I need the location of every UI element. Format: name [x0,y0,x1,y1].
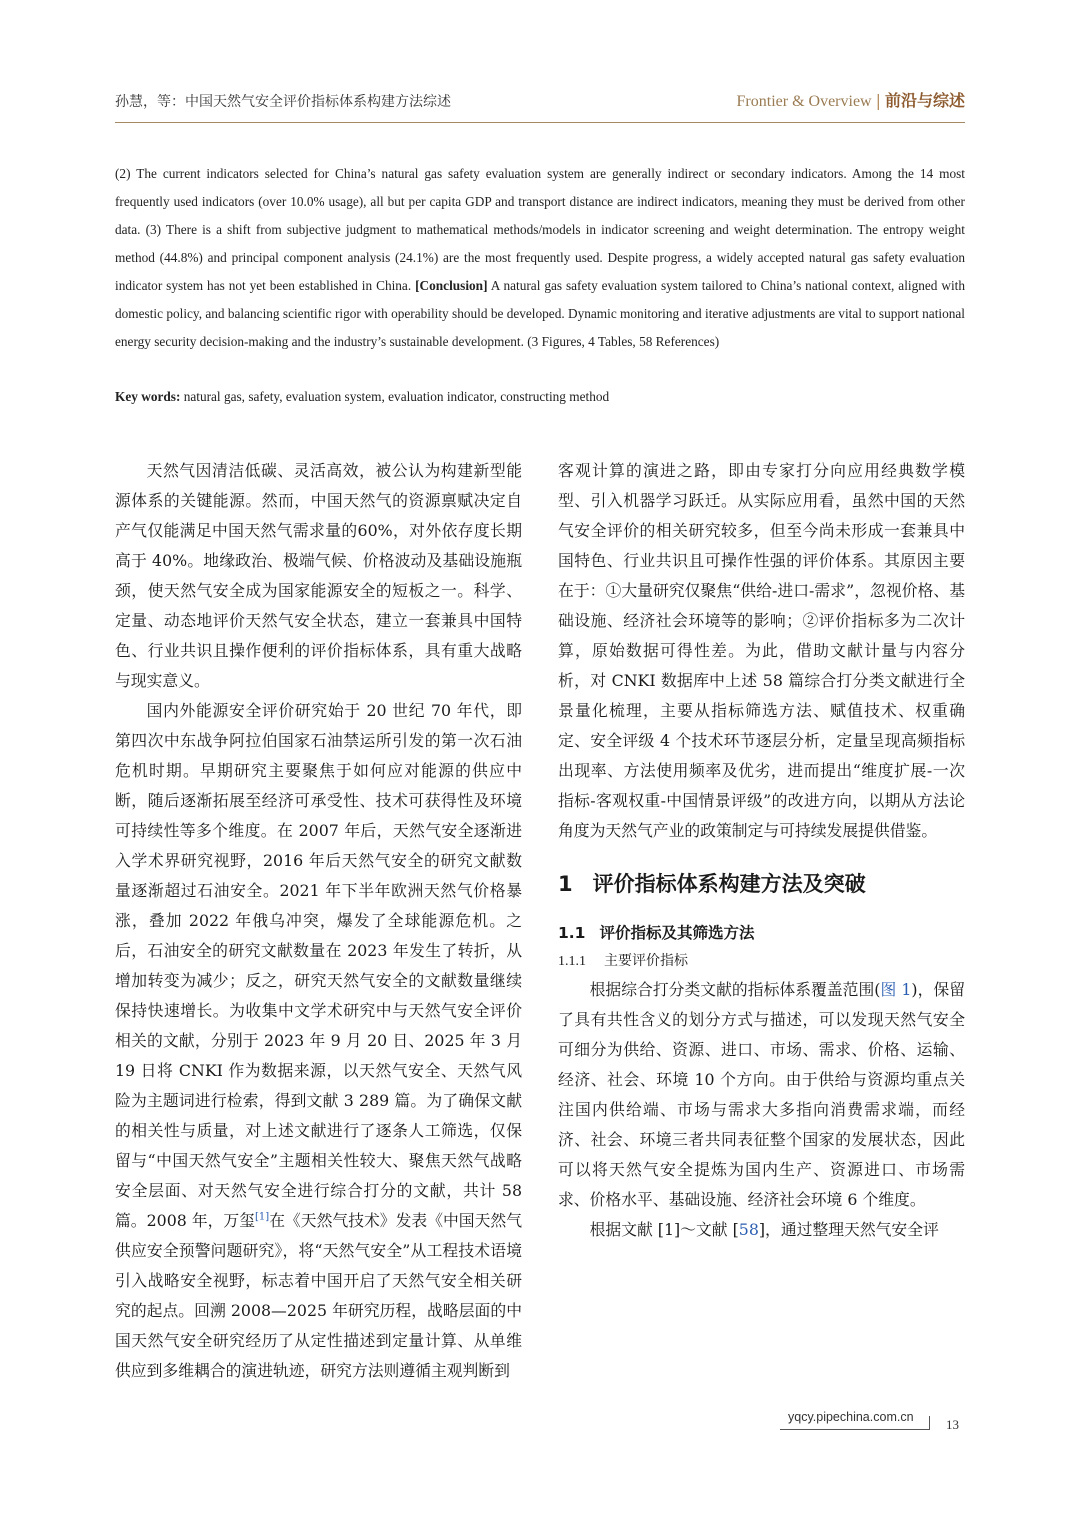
paragraph-indicators [558,975,965,1215]
abstract-en [115,160,965,356]
subsubsection-title: 主要评价指标 [604,953,688,969]
paragraph-references-part-a: 根据文献 [1]～文献 [ [589,1220,739,1239]
keywords [115,384,965,410]
citation-1[interactable]: [1] [255,1211,270,1223]
paragraph-history [115,696,522,1386]
journal-url[interactable]: yqcy.pipechina.com.cn [788,1410,914,1424]
section-number: 1 [558,872,573,896]
abstract-conclusion-label: [Conclusion] [415,278,488,293]
figure-1-link[interactable]: 图 1 [880,980,912,999]
header-authors-title: 孙慧，等：中国天然气安全评价指标体系构建方法综述 [115,94,451,110]
paragraph-intro: 天然气因清洁低碳、灵活高效，被公认为构建新型能源体系的关键能源。然而，中国天然气的资源禀赋决定自产气仅能满足中国天然气需求量的60%，对外依存度长期高于 40%。地缘政治、极端气候、价格波动及基础设施瓶颈，使天然气安全成为国家能源安全的短板之一。科学、定量、动态地评价天然气安全状态，建立一套兼具中国特色、行业共识且操作便利的评价指标体系，具有重大战略与现实意义。 [115,461,522,690]
header-separator: | [875,91,881,110]
abstract-text-before: (2) The current indicators selected for China’s natural gas safety evaluation system are generally indirect or secondary indicators. Among the 14 most frequently used indicators (over 10.0% usage), all but per capita GDP and transport distance are indirect indicators, meaning they must be derived from other data. (3) There is a shift from subjective judgment to mathematical methods/models in indicator screening and weight determination. The entropy weight method (44.8%) and principal component analysis (24.1%) are the most frequently used. Despite progress, a widely accepted natural gas safety evaluation indicator system has not yet been established in China. [115,166,965,293]
paragraph-references-part-b: ]，通过整理天然气安全评 [758,1220,939,1239]
page-number: 13 [946,1417,959,1432]
section-title: 评价指标体系构建方法及突破 [592,872,866,896]
subsubsection-number: 1.1.1 [558,954,586,969]
paragraph-indicators-part-a: 根据综合打分类文献的指标体系覆盖范围( [589,980,881,999]
citation-58[interactable]: 58 [738,1220,759,1239]
subsection-number: 1.1 [558,924,586,942]
header-section-cn: 前沿与综述 [884,91,965,110]
keywords-text: natural gas, safety, evaluation system, evaluation indicator, constructing method [180,389,610,404]
subsection-heading-1-1 [558,918,965,948]
running-header [115,88,965,116]
abstract-text-after: A natural gas safety evaluation system tailored to China’s national context, aligned with domestic policy, and balancing scientific rigor with operability should be developed. Dynamic monitoring and iterative adjustments are vital to support national energy security decision-making and the industry’s sustainable development. (3 Figures, 4 Tables, 58 References) [115,278,966,349]
paragraph-references [558,1215,965,1245]
subsection-title: 评价指标及其筛选方法 [599,924,755,942]
paragraph-indicators-part-b: )，保留了具有共性含义的划分方式与描述，可以发现天然气安全可细分为供给、资源、进口、市场、需求、价格、运输、经济、社会、环境 10 个方向。由于供给与资源均重点关注国内供给端、市场与需求大多指向消费需求端，而经济、社会、环境三者共同表征整个国家的发展状态，因此可以将天然气安全提炼为国内生产、资源进口、市场需求、价格水平、基础设施、经济社会环境 6 个维度。 [558,980,966,1209]
keywords-label: Key words: [115,389,181,404]
subsubsection-heading-1-1-1 [558,948,965,975]
footer-divider [780,1429,930,1430]
header-section [737,88,965,111]
section-heading-1 [558,864,965,904]
body-column-left [115,456,522,1386]
paragraph-history-continued: 客观计算的演进之路，即由专家打分向应用经典数学模型、引入机器学习跃迁。从实际应用看，虽然中国的天然气安全评价的相关研究较多，但至今尚未形成一套兼具中国特色、行业共识且可操作性强的评价体系。其原因主要在于：①大量研究仅聚焦“供给-进口-需求”，忽视价格、基础设施、经济社会环境等的影响；②评价指标多为二次计算，原始数据可得性差。为此，借助文献计量与内容分析，对 CNKI 数据库中上述 58 篇综合打分类文献进行全景量化梳理，主要从指标筛选方法、赋值技术、权重确定、安全评级 4 个技术环节逐层分析，定量呈现高频指标出现率、方法使用频率及优劣，进而提出“维度扩展-一次指标-客观权重-中国情景评级”的改进方向，以期从方法论角度为天然气产业的政策制定与可持续发展提供借鉴。 [558,461,965,840]
body-column-right [558,456,965,1245]
header-divider [115,122,965,123]
footer-divider-tick [929,1416,930,1430]
paragraph-history-part-b: 在《天然气技术》发表《中国天然气供应安全预警问题研究》，将“天然气安全”从工程技术语境引入战略安全视野，标志着中国开启了天然气安全相关研究的起点。回溯 2008—2025 年研究历程，战略层面的中国天然气安全研究经历了从定性描述到定量计算、从单维供应到多维耦合的演进轨迹，研究方法则遵循主观判断到 [115,1211,522,1380]
paragraph-history-part-a: 国内外能源安全评价研究始于 20 世纪 70 年代，即第四次中东战争阿拉伯国家石油禁运所引发的第一次石油危机时期。早期研究主要聚焦于如何应对能源的供应中断，随后逐渐拓展至经济可承受性、技术可获得性及环境可持续性等多个维度。在 2007 年后，天然气安全逐渐进入学术界研究视野，2016 年后天然气安全的研究文献数量逐渐超过石油安全。2021 年下半年欧洲天然气价格暴涨，叠加 2022 年俄乌冲突，爆发了全球能源危机。之后，石油安全的研究文献数量在 2023 年发生了转折，从增加转变为减少；反之，研究天然气安全的文献数量继续保持快速增长。为收集中文学术研究中与天然气安全评价相关的文献，分别于 2023 年 9 月 20 日、2025 年 3 月 19 日将 CNKI 作为数据来源，以天然气安全、天然气风险为主题词进行检索，得到文献 3 289 篇。为了确保文献的相关性与质量，对上述文献进行了逐条人工筛选，仅保留与“中国天然气安全”主题相关性较大、聚焦天然气战略安全层面、对天然气安全进行综合打分的文献，共计 58 篇。2008 年，万玺 [115,701,522,1230]
header-section-en: Frontier & Overview [736,93,872,110]
